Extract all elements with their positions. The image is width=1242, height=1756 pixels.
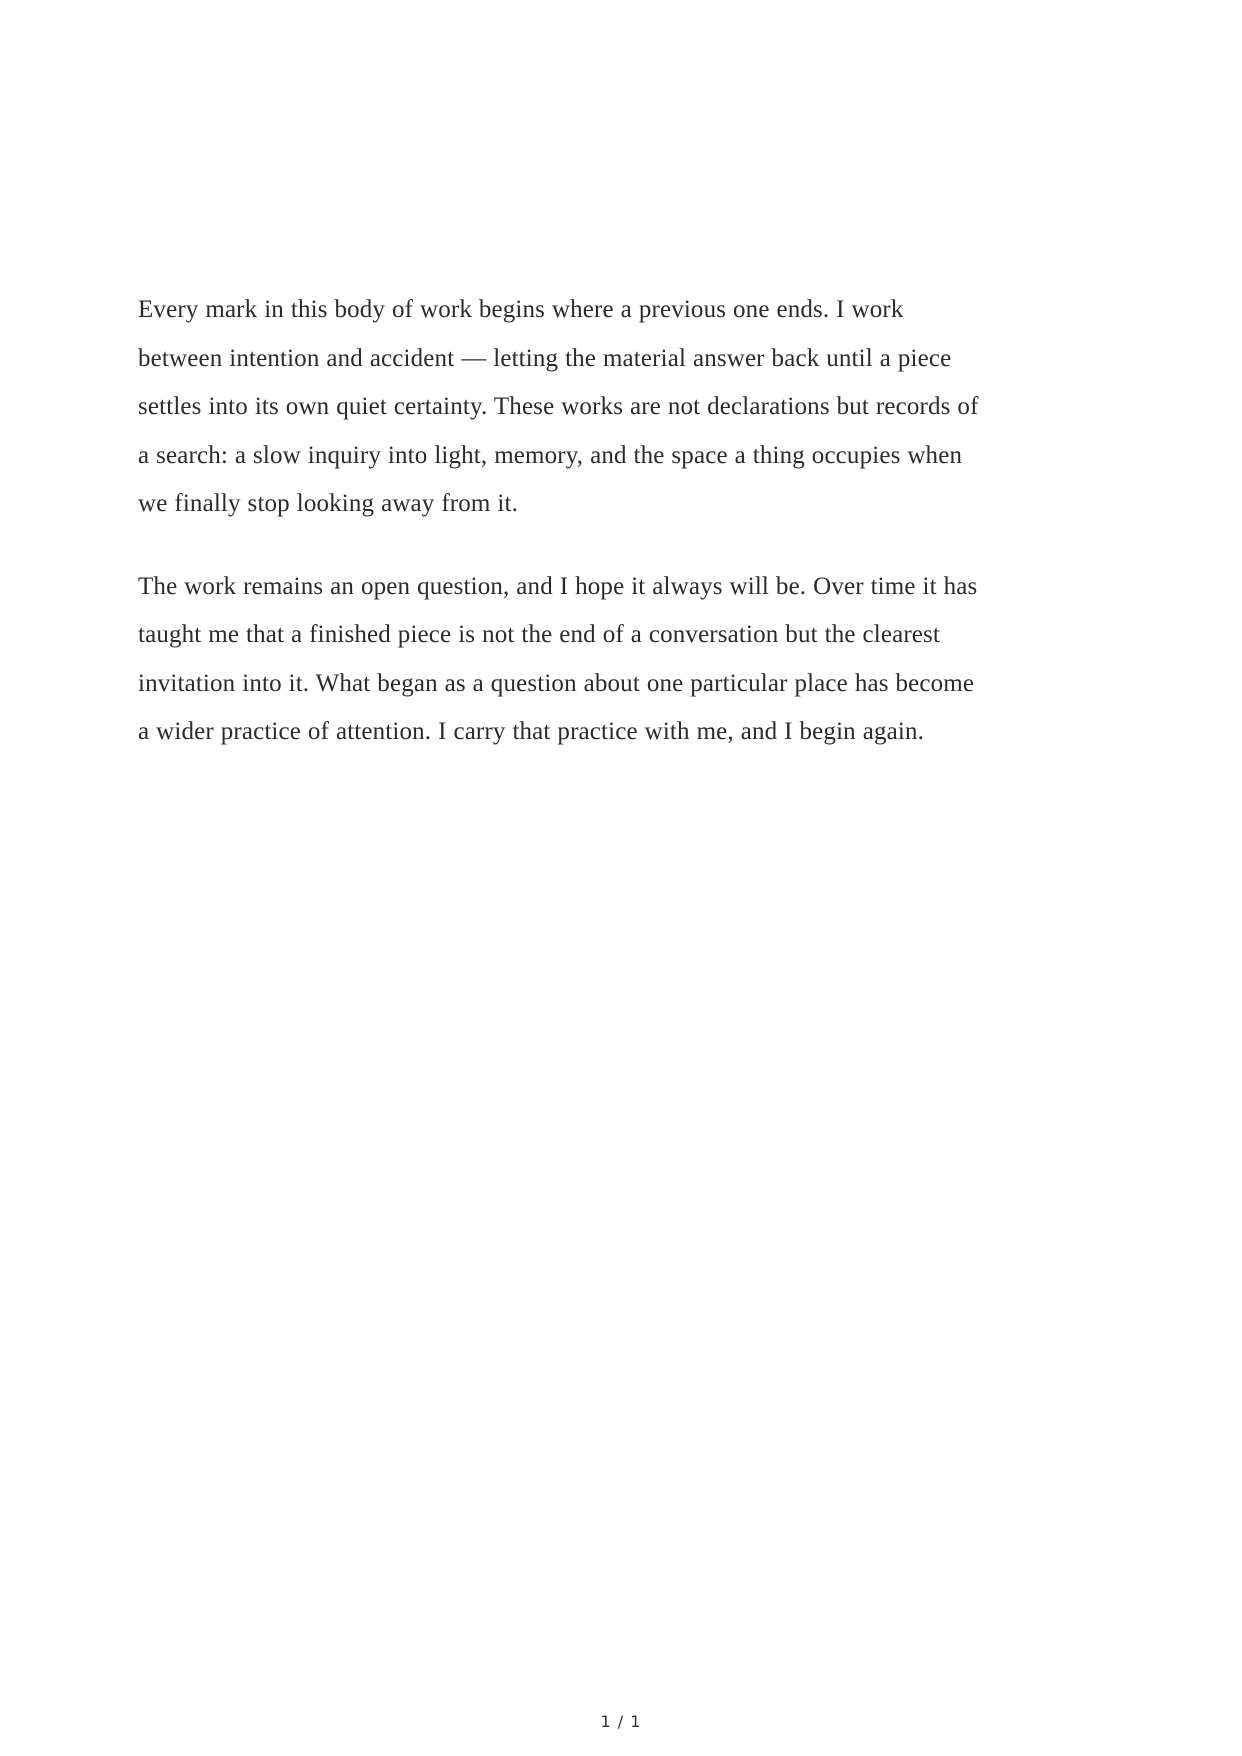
paragraph-1: Every mark in this body of work begins where a previous one ends. I work between intention and accident — letting the material answer back until a piece settles into its own quiet certainty. These works are not declarations but records of a search: a slow inquiry into light, memory, and the space a thing occupies when we finally stop looking away from it. (138, 296, 979, 517)
document-body (138, 286, 988, 757)
paragraph-2: The work remains an open question, and I hope it always will be. Over time it has taught me that a finished piece is not the end of a conversation but the clearest invitation into it. What began as a question about one particular place has become a wider practice of attention. I carry that practice with me, and I begin again. (138, 572, 978, 745)
page-number: 1 / 1 (600, 1712, 642, 1731)
